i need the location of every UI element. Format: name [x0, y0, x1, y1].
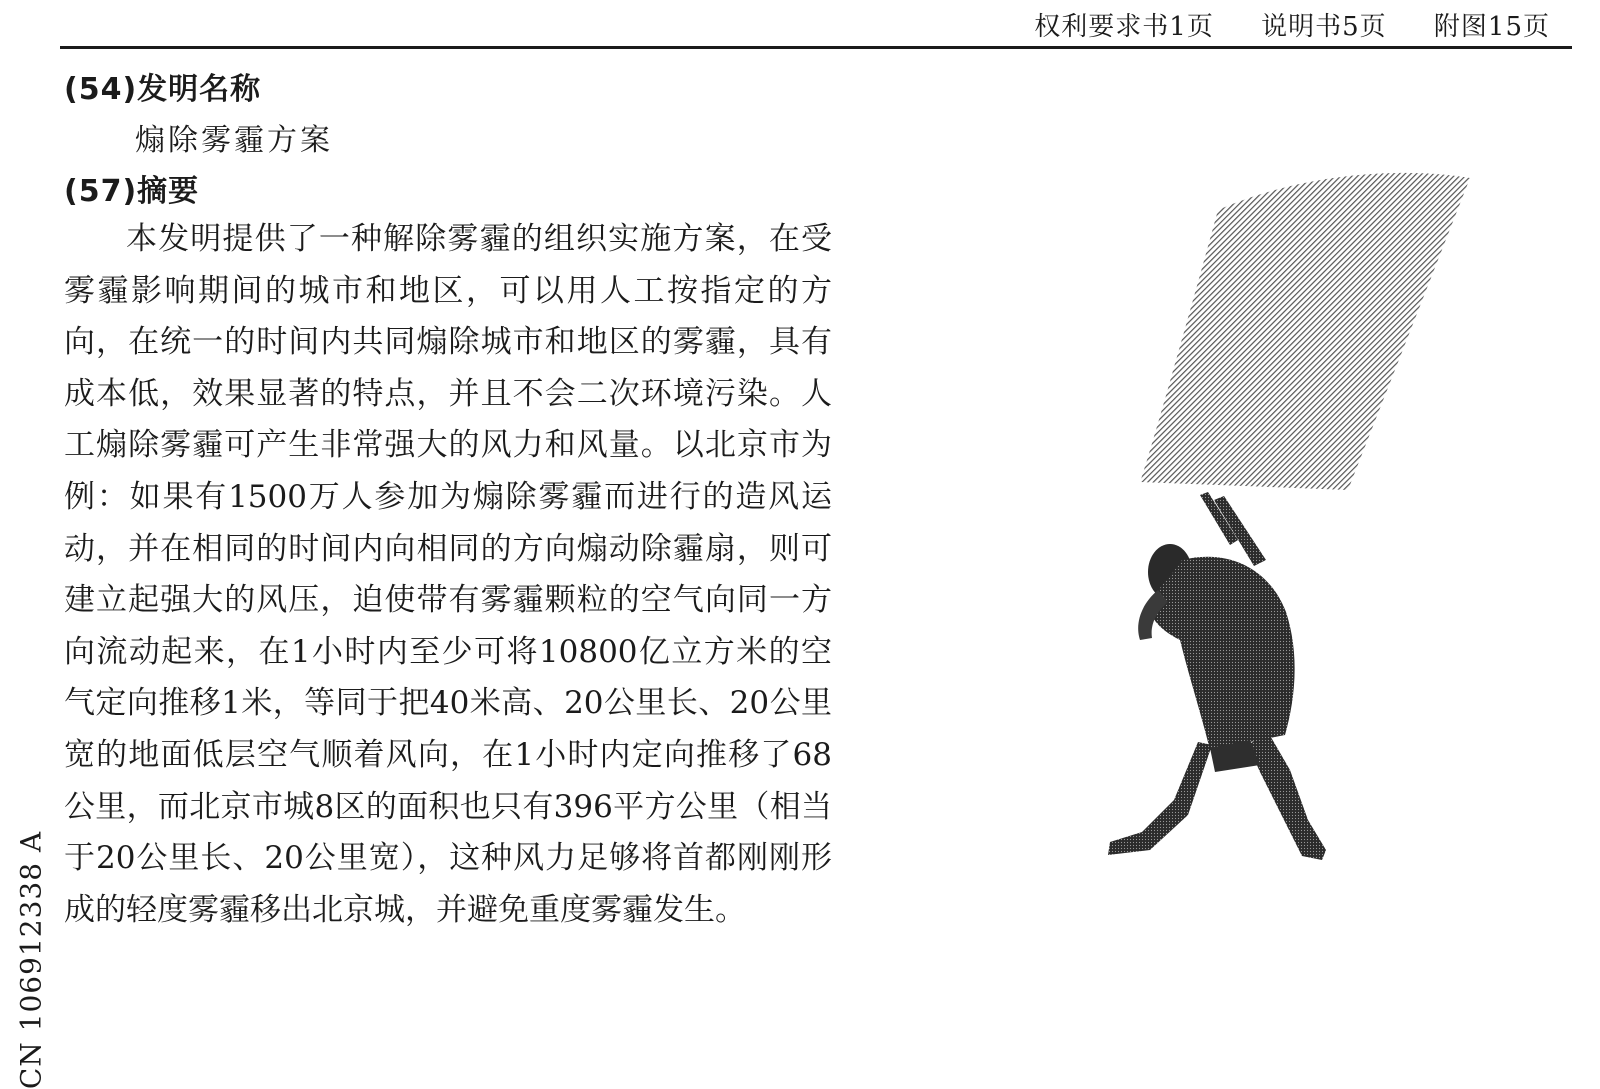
figure-right-leg [1248, 732, 1326, 860]
invention-name-heading: (54)发明名称 [64, 72, 262, 107]
description-page-count: 说明书5页 [1261, 12, 1387, 42]
person-waving-fan-illustration-icon [1090, 160, 1490, 880]
invention-title: 煽除雾霾方案 [135, 123, 333, 158]
drawings-page-count: 附图15页 [1433, 12, 1550, 42]
claims-page-count: 权利要求书1页 [1034, 12, 1214, 42]
abstract-body [64, 214, 832, 936]
publication-number-text: CN 106912338 A [14, 830, 48, 1089]
abstract-text: 本发明提供了一种解除雾霾的组织实施方案，在受雾霾影响期间的城市和地区，可以用人工按指定的方向，在统一的时间内共同煽除城市和地区的雾霾，具有成本低，效果显著的特点，并且不会二次环境污染。人工煽除雾霾可产生非常强大的风力和风量。以北京市为例：如果有1500万人参加为煽除雾霾而进行的造风运动，并在相同的时间内向相同的方向煽动除霾扇，则可建立起强大的风压，迫使带有雾霾颗粒的空气向同一方向流动起来，在1小时内至少可将10800亿立方米的空气定向推移1米，等同于把40米高、20公里长、20公里宽的地面低层空气顺着风向，在1小时内定向推移了68公里，而北京市城8区的面积也只有396平方公里（相当于20公里长、20公里宽），这种风力足够将首都刚刚形成的轻度雾霾移出北京城，并避免重度雾霾发生。 [64, 221, 832, 928]
fan-panel [1140, 173, 1470, 490]
abstract-heading: (57)摘要 [64, 174, 200, 209]
figure-left-leg [1108, 742, 1212, 855]
header-page-counts [996, 6, 1550, 43]
abstract-figure [1090, 160, 1490, 880]
page-header [60, 0, 1572, 49]
figure-torso [1150, 557, 1294, 750]
side-publication-number [8, 830, 54, 1089]
